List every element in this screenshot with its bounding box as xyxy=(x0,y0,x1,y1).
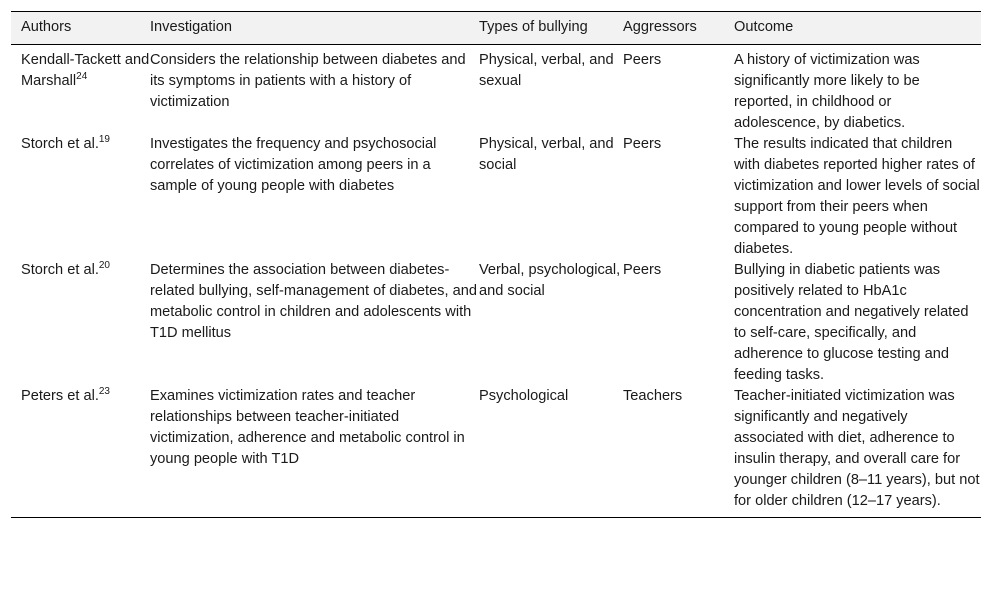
cell-types-of-bullying: Physical, verbal, and sexual xyxy=(479,52,614,89)
cell-aggressors: Peers xyxy=(623,52,662,68)
cell-aggressors: Peers xyxy=(623,136,662,152)
table-row xyxy=(11,260,981,386)
table-row xyxy=(11,134,981,260)
cell-investigation: Investigates the frequency and psychosocial correlates of victimization among peers in a sample of young people with diabetes xyxy=(150,136,437,194)
cell-author xyxy=(11,386,150,518)
header-aggressors: Aggressors xyxy=(623,19,697,35)
cell-investigation: Determines the association between diabetes-related bullying, self-management of diabetes, and metabolic control in children and adolescents with T1D mellitus xyxy=(150,262,477,341)
author-citation: 19 xyxy=(98,134,110,146)
cell-investigation: Considers the relationship between diabetes and its symptoms in patients with a history of victimization xyxy=(150,52,466,110)
author-name: Peters et al. xyxy=(21,388,99,404)
table-header xyxy=(11,12,981,45)
table-row xyxy=(11,45,981,135)
table-body xyxy=(11,45,981,518)
table-row xyxy=(11,386,981,518)
header-row xyxy=(11,12,981,45)
cell-author xyxy=(11,260,150,386)
author-name: Storch et al. xyxy=(21,262,99,278)
cell-aggressors: Peers xyxy=(623,262,662,278)
bullying-studies-table xyxy=(11,11,981,518)
bullying-studies-table-container xyxy=(11,11,981,518)
cell-types-of-bullying: Verbal, psychological, and social xyxy=(479,262,621,299)
cell-types-of-bullying: Psychological xyxy=(479,388,569,404)
author-name: Kendall-Tackett and Marshall xyxy=(21,52,150,89)
cell-types-of-bullying: Physical, verbal, and social xyxy=(479,136,614,173)
author-citation: 24 xyxy=(76,71,88,83)
cell-investigation: Examines victimization rates and teacher relationships between teacher-initiated victimization, adherence and metabolic control in young people with T1D xyxy=(150,388,465,467)
header-types-of-bullying: Types of bullying xyxy=(479,19,588,35)
header-investigation: Investigation xyxy=(150,19,232,35)
header-outcome: Outcome xyxy=(734,19,794,35)
cell-outcome: A history of victimization was significantly more likely to be reported, in childhood or adolescence, by diabetics. xyxy=(734,52,920,131)
cell-outcome: Teacher-initiated victimization was significantly and negatively associated with diet, adherence to insulin therapy, and overall care for younger children (8–11 years), but not for older children (12–17 years). xyxy=(734,388,980,509)
cell-outcome: Bullying in diabetic patients was positively related to HbA1c concentration and negatively related to self-care, specifically, and adherence to glucose testing and feeding tasks. xyxy=(734,262,969,383)
cell-outcome: The results indicated that children with diabetes reported higher rates of victimization and lower levels of social support from their peers when compared to young people without diabetes. xyxy=(734,136,980,257)
cell-author xyxy=(11,45,150,135)
cell-aggressors: Teachers xyxy=(623,388,683,404)
header-authors: Authors xyxy=(21,19,72,35)
cell-author xyxy=(11,134,150,260)
author-citation: 23 xyxy=(98,386,110,398)
author-citation: 20 xyxy=(98,260,110,272)
author-name: Storch et al. xyxy=(21,136,99,152)
